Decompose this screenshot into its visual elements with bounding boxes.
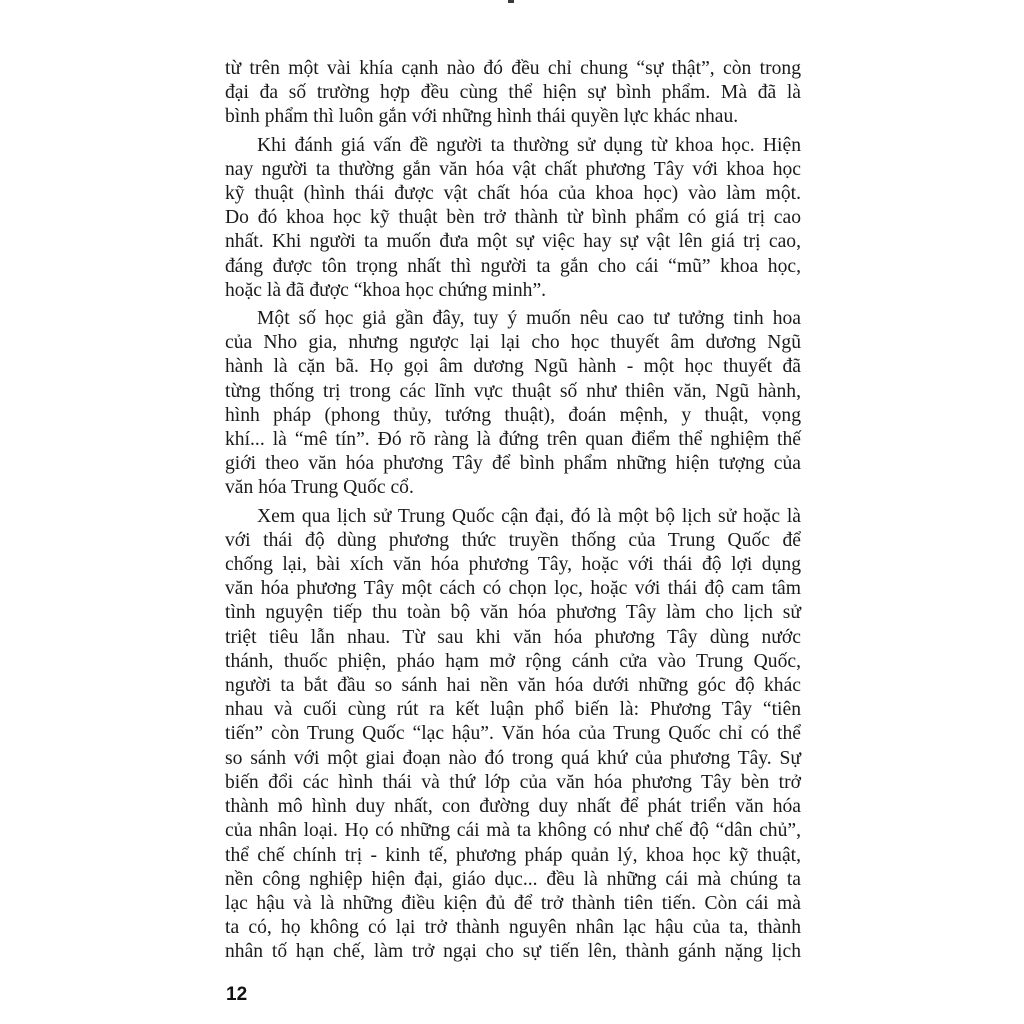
- text-line: tiến” còn Trung Quốc “lạc hậu”. Văn hóa của Trung Quốc chỉ có thể: [225, 723, 801, 745]
- text-line: Khi đánh giá vấn đề người ta thường sử dụng từ khoa học. Hiện: [257, 134, 801, 156]
- text-line: biến đổi các hình thái và thứ lớp của văn hóa phương Tây bèn trở: [225, 771, 801, 793]
- top-edge-mark: [508, 0, 514, 3]
- text-line: tình nguyện tiếp thu toàn bộ văn hóa phương Tây làm cho lịch sử: [225, 602, 801, 624]
- text-line: văn hóa Trung Quốc cổ.: [225, 477, 414, 499]
- text-line: người ta bắt đầu so sánh hai nền văn hóa dưới những góc độ khác: [225, 675, 801, 697]
- text-line: chống lại, bài xích văn hóa phương Tây, hoặc với thái độ lợi dụng: [225, 554, 801, 576]
- text-line: nhau và cuối cùng rút ra kết luận phổ biến là: Phương Tây “tiên: [225, 699, 801, 721]
- text-line: giới theo văn hóa phương Tây để bình phẩm những hiện tượng của: [225, 453, 801, 475]
- paragraph-2: [225, 134, 801, 303]
- text-line: nhất. Khi người ta muốn đưa một sự việc hay sự vật lên giá trị cao,: [225, 231, 801, 253]
- text-line: bình phẩm thì luôn gắn với những hình thái quyền lực khác nhau.: [225, 106, 739, 128]
- text-line: kỹ thuật (hình thái được vật chất hóa của khoa học) vào làm một.: [225, 183, 801, 205]
- text-line: Xem qua lịch sử Trung Quốc cận đại, đó là một bộ lịch sử hoặc là: [257, 505, 801, 527]
- text-line: thành mô hình duy nhất, con đường duy nhất để phát triển văn hóa: [225, 796, 801, 818]
- paragraph-3: [225, 307, 801, 501]
- text-line: từng thống trị trong các lĩnh vực thuật số như thiên văn, Ngũ hành,: [225, 380, 801, 402]
- text-line: so sánh với một giai đoạn nào đó trong quá khứ của phương Tây. Sự: [225, 747, 801, 769]
- text-line: hành là cặn bã. Họ gọi âm dương Ngũ hành - một học thuyết đã: [225, 356, 801, 378]
- text-line: lạc hậu và là những điều kiện đủ để trở thành tiên tiến. Còn cái mà: [225, 892, 801, 914]
- text-line: triệt tiêu lẫn nhau. Từ sau khi văn hóa phương Tây dùng nước: [225, 626, 801, 648]
- text-line: từ trên một vài khía cạnh nào đó đều chỉ chung “sự thật”, còn trong: [225, 58, 801, 79]
- text-line: với thái độ dùng phương thức truyền thống của Trung Quốc để: [225, 529, 801, 551]
- text-line: của Nho gia, nhưng ngược lại lại cho học thuyết âm dương Ngũ: [225, 332, 801, 354]
- text-line: hoặc là đã được “khoa học chứng minh”.: [225, 279, 547, 301]
- text-line: thánh, thuốc phiện, pháo hạm mở rộng cánh cửa vào Trung Quốc,: [225, 650, 801, 672]
- text-line: hình pháp (phong thủy, tướng thuật), đoán mệnh, y thuật, vọng: [225, 404, 801, 426]
- text-line: đáng được tôn trọng nhất thì người ta gắn cho cái “mũ” khoa học,: [225, 255, 801, 277]
- paragraph-4: [225, 505, 801, 965]
- text-line: Một số học giả gần đây, tuy ý muốn nêu cao tư tưởng tinh hoa: [257, 308, 801, 330]
- page-number: 12: [226, 984, 248, 1005]
- text-line: nền công nghiệp hiện đại, giáo dục... đều là những cái mà chúng ta: [225, 868, 801, 890]
- text-line: Do đó khoa học kỹ thuật bèn trở thành từ bình phẩm có giá trị cao: [225, 207, 801, 229]
- body-text: [225, 57, 801, 969]
- text-line: nhân tố hạn chế, làm trở ngại cho sự tiến lên, thành gánh nặng lịch: [225, 941, 801, 963]
- text-line: đại đa số trường hợp đều cùng thể hiện sự bình phẩm. Mà đã là: [225, 82, 801, 104]
- text-line: văn hóa phương Tây một cách có chọn lọc, hoặc với thái độ cam tâm: [225, 578, 801, 600]
- text-line: của nhân loại. Họ có những cái mà ta không có như chế độ “dân chủ”,: [225, 820, 801, 842]
- text-line: nay người ta thường gắn văn hóa vật chất phương Tây với khoa học: [225, 158, 801, 180]
- text-line: thể chế chính trị - kinh tế, phương pháp quản lý, khoa học kỹ thuật,: [225, 844, 801, 866]
- text-line: ta có, họ không có lại trở thành nguyên nhân lạc hậu của ta, thành: [225, 917, 801, 939]
- paragraph-1: [225, 57, 801, 130]
- text-line: khí... là “mê tín”. Đó rõ ràng là đứng trên quan điểm thể nghiệm thế: [225, 429, 801, 451]
